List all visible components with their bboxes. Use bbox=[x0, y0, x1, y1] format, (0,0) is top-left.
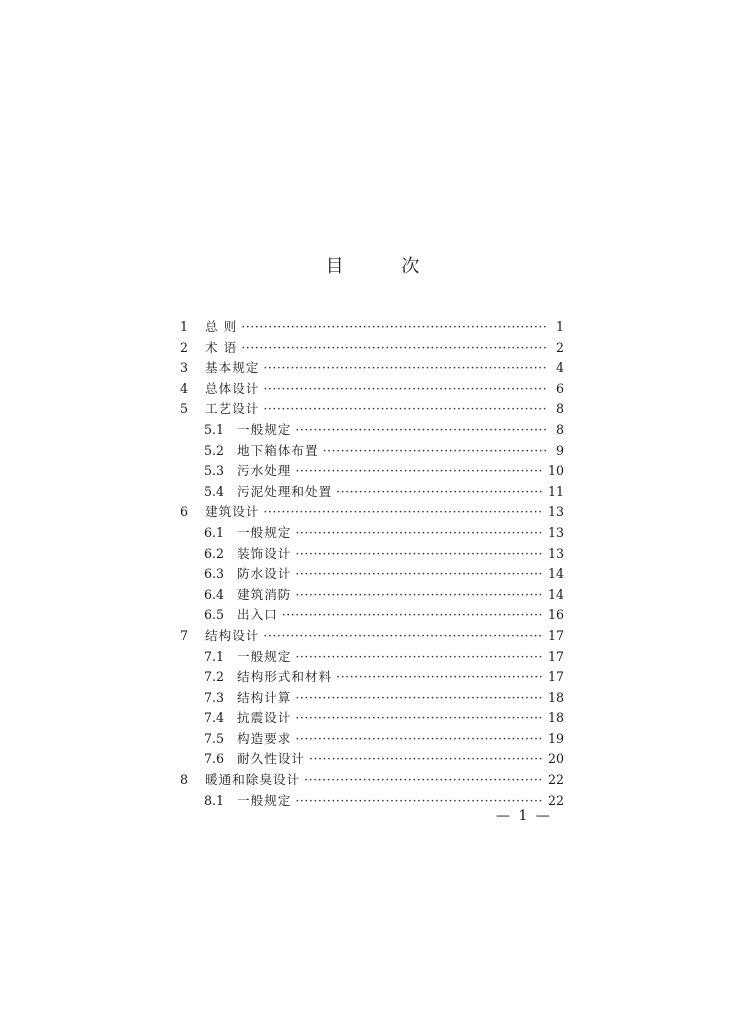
toc-leader-dots bbox=[336, 482, 544, 503]
toc-leader-dots bbox=[282, 605, 544, 626]
toc-entry-label: 一般规定 bbox=[237, 792, 292, 808]
toc-entry-number: 8.1 bbox=[204, 792, 225, 808]
toc-entry-page: 17 bbox=[547, 627, 564, 643]
toc-entry-page: 8 bbox=[555, 401, 564, 417]
toc-leader-dots bbox=[263, 399, 548, 420]
toc-entry[interactable] bbox=[180, 708, 564, 729]
toc-entry-number: 7 bbox=[180, 627, 189, 643]
toc-entry-number: 5.2 bbox=[204, 442, 225, 458]
toc-leader-dots bbox=[295, 708, 544, 729]
toc-leader-dots bbox=[295, 564, 544, 585]
toc-leader-dots bbox=[295, 461, 544, 482]
toc-entry-label: 抗震设计 bbox=[237, 710, 292, 726]
toc-leader-dots bbox=[241, 338, 548, 359]
toc-entry[interactable] bbox=[180, 667, 564, 688]
toc-entry-number: 6.1 bbox=[204, 524, 225, 540]
toc-leader-dots bbox=[295, 647, 544, 668]
toc-entry-label: 一般规定 bbox=[237, 421, 292, 437]
toc-entry-label: 结构形式和材料 bbox=[237, 669, 333, 685]
toc-entry-number: 5.1 bbox=[204, 421, 225, 437]
toc-entry[interactable] bbox=[180, 647, 564, 668]
toc-entry-page: 20 bbox=[547, 751, 564, 767]
toc-entry-page: 8 bbox=[555, 421, 564, 437]
toc-entry-number: 6 bbox=[180, 504, 189, 520]
toc-entry-number: 5 bbox=[180, 401, 189, 417]
toc-entry-number: 7.6 bbox=[204, 751, 225, 767]
toc-entry-label: 一般规定 bbox=[237, 524, 292, 540]
toc-entry-page: 10 bbox=[547, 463, 564, 479]
toc-leader-dots bbox=[295, 544, 544, 565]
toc-entry-label: 总 则 bbox=[205, 319, 238, 334]
toc-leader-dots bbox=[241, 317, 548, 338]
toc-entry-page: 11 bbox=[547, 483, 564, 499]
toc-entry-number: 8 bbox=[180, 772, 189, 788]
toc-entry-page: 6 bbox=[555, 380, 564, 396]
toc-entry-number: 6.3 bbox=[204, 566, 225, 582]
toc-leader-dots bbox=[295, 729, 544, 750]
toc-leader-dots bbox=[295, 688, 544, 709]
toc-leader-dots bbox=[304, 770, 544, 791]
toc-entry[interactable] bbox=[180, 399, 564, 420]
toc-entry-page: 1 bbox=[555, 319, 564, 334]
toc-entry-label: 防水设计 bbox=[237, 566, 292, 582]
toc-entry[interactable] bbox=[180, 585, 564, 606]
toc-leader-dots bbox=[323, 441, 548, 462]
toc-leader-dots bbox=[263, 379, 548, 400]
toc-entry-number: 1 bbox=[180, 319, 189, 334]
toc-leader-dots bbox=[336, 667, 544, 688]
toc-entry-page: 14 bbox=[547, 586, 564, 602]
toc-entry-number: 6.4 bbox=[204, 586, 225, 602]
toc-entry-label: 出入口 bbox=[237, 607, 278, 623]
toc-entry-label: 术 语 bbox=[205, 339, 238, 355]
toc-entry-label: 构造要求 bbox=[237, 730, 292, 746]
toc-entry-label: 地下箱体布置 bbox=[237, 442, 319, 458]
toc-leader-dots bbox=[295, 420, 548, 441]
toc-entry-page: 22 bbox=[547, 792, 564, 808]
toc-leader-dots bbox=[309, 749, 544, 770]
toc-entry[interactable] bbox=[180, 502, 564, 523]
table-of-contents bbox=[180, 317, 564, 811]
toc-entry-page: 13 bbox=[547, 524, 564, 540]
toc-leader-dots bbox=[295, 523, 544, 544]
toc-entry[interactable] bbox=[180, 605, 564, 626]
toc-title: 目 次 bbox=[325, 256, 446, 277]
toc-entry-label: 结构计算 bbox=[237, 689, 292, 705]
toc-entry[interactable] bbox=[180, 523, 564, 544]
toc-entry[interactable] bbox=[180, 770, 564, 791]
toc-entry-page: 19 bbox=[547, 730, 564, 746]
toc-entry-page: 4 bbox=[555, 360, 564, 376]
toc-entry-number: 7.2 bbox=[204, 669, 225, 685]
toc-entry-page: 16 bbox=[547, 607, 564, 623]
toc-entry-number: 7.1 bbox=[204, 648, 225, 664]
toc-entry[interactable] bbox=[180, 729, 564, 750]
toc-entry-label: 总体设计 bbox=[205, 380, 260, 396]
toc-entry-number: 2 bbox=[180, 339, 189, 355]
toc-entry-label: 结构设计 bbox=[205, 627, 260, 643]
page-number-footer: — 1 — bbox=[496, 808, 552, 824]
toc-entry[interactable] bbox=[180, 338, 564, 359]
toc-entry-page: 18 bbox=[547, 710, 564, 726]
toc-entry-number: 3 bbox=[180, 360, 189, 376]
toc-entry-label: 基本规定 bbox=[205, 360, 260, 376]
toc-entry-number: 7.4 bbox=[204, 710, 225, 726]
toc-leader-dots bbox=[263, 502, 544, 523]
toc-entry-label: 污泥处理和处置 bbox=[237, 483, 333, 499]
toc-entry[interactable] bbox=[180, 544, 564, 565]
toc-entry-page: 22 bbox=[547, 772, 564, 788]
toc-entry-page: 17 bbox=[547, 669, 564, 685]
toc-entry[interactable] bbox=[180, 749, 564, 770]
toc-entry[interactable] bbox=[180, 317, 564, 338]
toc-entry-number: 7.5 bbox=[204, 730, 225, 746]
toc-entry[interactable] bbox=[180, 626, 564, 647]
toc-entry-label: 建筑设计 bbox=[205, 504, 260, 520]
toc-entry-page: 14 bbox=[547, 566, 564, 582]
toc-entry-number: 6.2 bbox=[204, 545, 225, 561]
toc-entry-page: 13 bbox=[547, 504, 564, 520]
toc-entry[interactable] bbox=[180, 482, 564, 503]
toc-entry-label: 污水处理 bbox=[237, 463, 292, 479]
toc-leader-dots bbox=[263, 358, 548, 379]
toc-entry-page: 17 bbox=[547, 648, 564, 664]
toc-entry[interactable] bbox=[180, 358, 564, 379]
toc-entry-number: 5.3 bbox=[204, 463, 225, 479]
toc-entry-number: 6.5 bbox=[204, 607, 225, 623]
toc-entry-label: 耐久性设计 bbox=[237, 751, 305, 767]
toc-leader-dots bbox=[295, 585, 544, 606]
toc-entry-page: 2 bbox=[555, 339, 564, 355]
toc-entry-page: 18 bbox=[547, 689, 564, 705]
toc-entry-page: 9 bbox=[555, 442, 564, 458]
toc-entry-label: 一般规定 bbox=[237, 648, 292, 664]
toc-entry-number: 5.4 bbox=[204, 483, 225, 499]
toc-entry-number: 7.3 bbox=[204, 689, 225, 705]
toc-leader-dots bbox=[263, 626, 544, 647]
toc-entry[interactable] bbox=[180, 420, 564, 441]
toc-entry[interactable] bbox=[180, 688, 564, 709]
toc-entry-number: 4 bbox=[180, 380, 189, 396]
toc-entry[interactable] bbox=[180, 379, 564, 400]
toc-entry-page: 13 bbox=[547, 545, 564, 561]
toc-entry-label: 暖通和除臭设计 bbox=[205, 772, 301, 788]
toc-entry-label: 建筑消防 bbox=[237, 586, 292, 602]
toc-entry[interactable] bbox=[180, 441, 564, 462]
toc-entry-label: 装饰设计 bbox=[237, 545, 292, 561]
toc-entry[interactable] bbox=[180, 564, 564, 585]
toc-entry-label: 工艺设计 bbox=[205, 401, 260, 417]
toc-entry[interactable] bbox=[180, 461, 564, 482]
